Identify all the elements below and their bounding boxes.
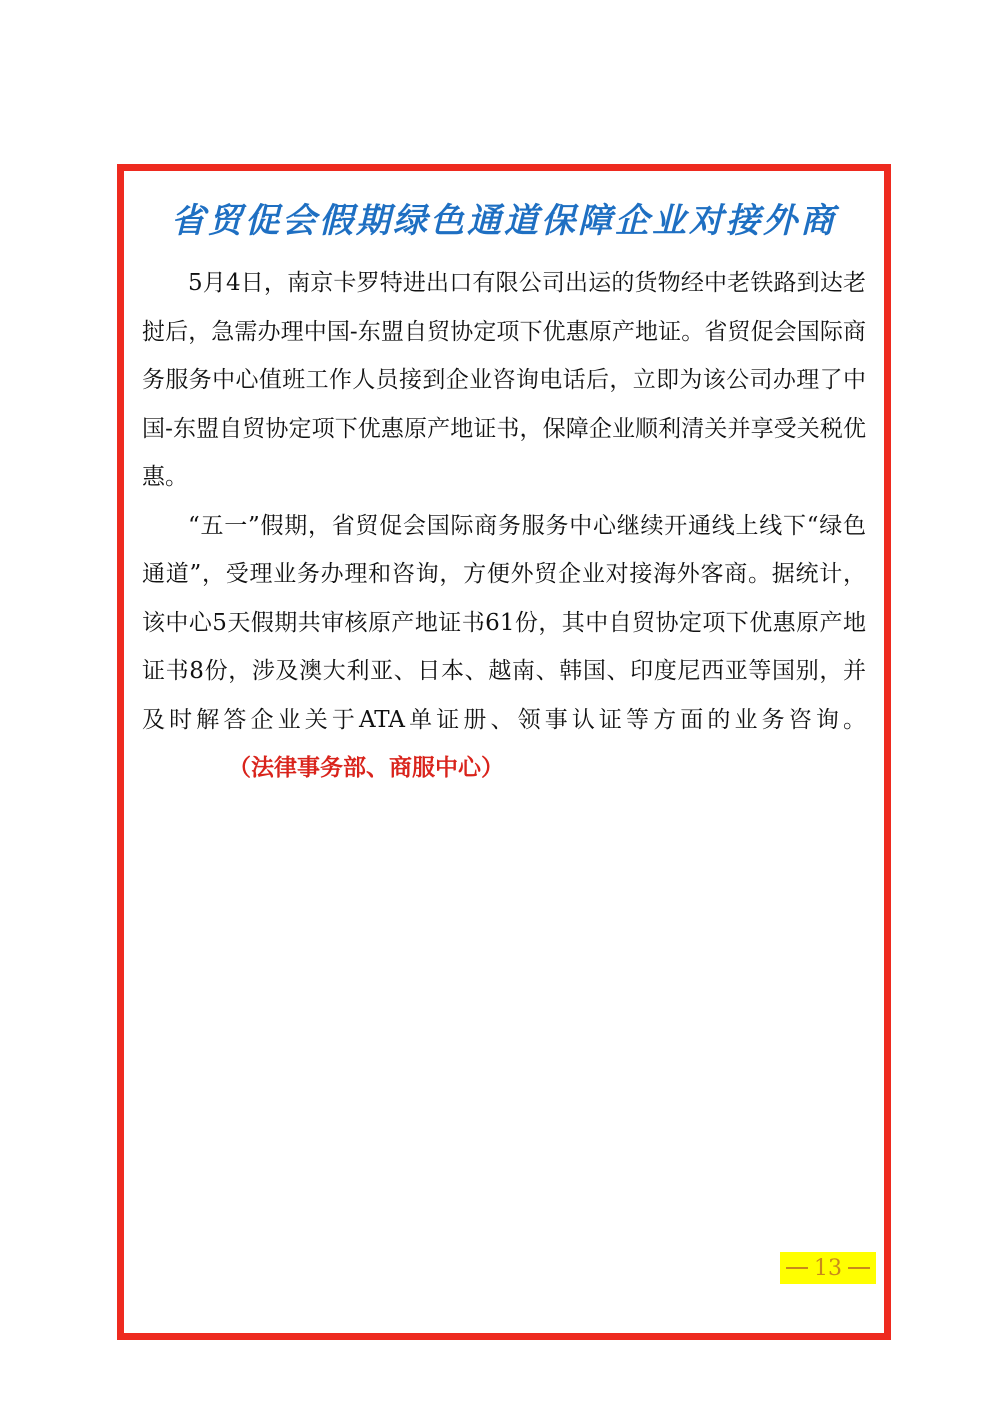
page-frame xyxy=(117,164,891,1340)
paragraph-2-text: “五一”假期，省贸促会国际商务服务中心继续开通线上线下“绿色通道”，受理业务办理和咨询，方便外贸企业对接海外客商。据统计，该中心5天假期共审核原产地证书61份，其中自贸协定项下优惠原产地证书8份，涉及澳大利亚、日本、越南、韩国、印度尼西亚等国别，并及时解答企业关于ATA单证册、领事认证等方面的业务咨询。 xyxy=(142,512,866,733)
page-number-badge xyxy=(780,1252,876,1284)
paragraph-1: 5月4日，南京卡罗特进出口有限公司出运的货物经中老铁路到达老挝后，急需办理中国-东盟自贸协定项下优惠原产地证。省贸促会国际商务服务中心值班工作人员接到企业咨询电话后，立即为该公司办理了中国-东盟自贸协定项下优惠原产地证书，保障企业顺利清关并享受关税优惠。 xyxy=(142,270,866,490)
article-source: （法律事务部、商服中心） xyxy=(228,754,504,781)
dash-right xyxy=(848,1267,870,1269)
article-body xyxy=(142,259,866,793)
dash-left xyxy=(786,1267,808,1269)
article-title: 省贸促会假期绿色通道保障企业对接外商 xyxy=(171,201,837,241)
page-number: 13 xyxy=(814,1255,842,1281)
paragraph-2 xyxy=(142,502,866,793)
